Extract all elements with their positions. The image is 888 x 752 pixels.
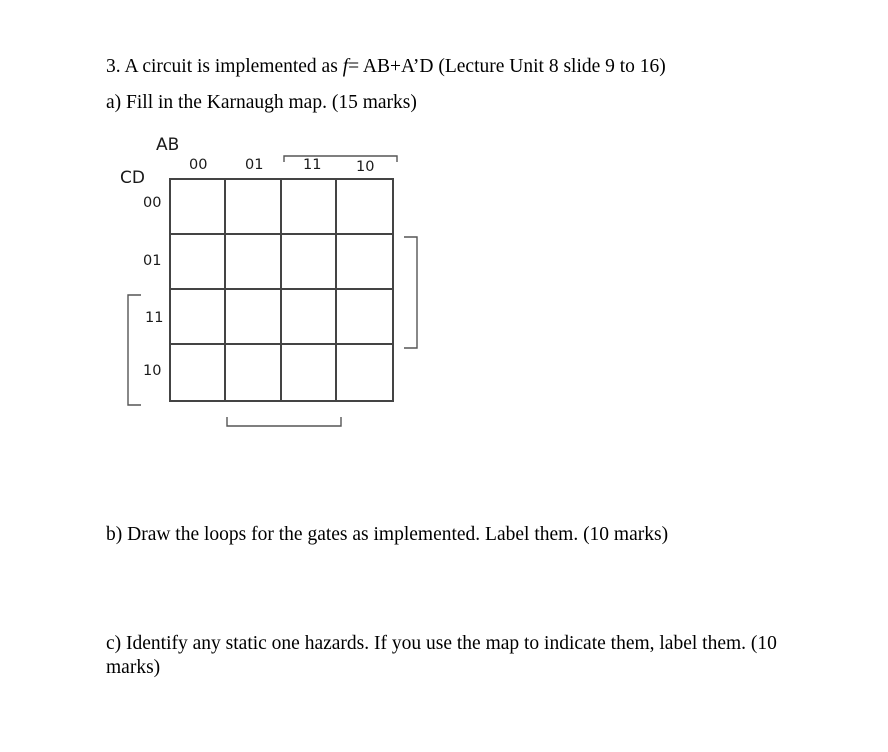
part-b-text: b) Draw the loops for the gates as implemented. Label them. (10 marks) — [106, 524, 669, 545]
question-number: 3. — [106, 56, 121, 77]
bracket-c-rows — [128, 295, 141, 405]
bracket-b-columns — [227, 417, 341, 426]
question-intro: A circuit is implemented as — [124, 56, 343, 77]
column-variable-label: AB — [156, 135, 180, 155]
column-code-01: 01 — [245, 157, 264, 173]
column-code-00: 00 — [189, 157, 208, 173]
bracket-a-columns — [284, 156, 397, 162]
row-code-00: 00 — [143, 195, 162, 211]
function-expression: = AB+A’D (Lecture Unit 8 slide 9 to 16) — [348, 56, 666, 77]
part-a-text: a) Fill in the Karnaugh map. (15 marks) — [106, 92, 417, 113]
column-code-10: 10 — [356, 159, 375, 175]
part-c-text-line-2: marks) — [106, 657, 161, 678]
row-code-01: 01 — [143, 253, 162, 269]
function-symbol: f — [342, 56, 349, 77]
row-variable-label: CD — [120, 168, 145, 188]
bracket-d-rows — [404, 237, 417, 348]
part-c-text-line-1: c) Identify any static one hazards. If you use the map to indicate them, label them. (10 — [106, 633, 777, 654]
row-code-11: 11 — [145, 310, 164, 326]
row-code-10: 10 — [143, 363, 162, 379]
column-code-11: 11 — [303, 157, 322, 173]
